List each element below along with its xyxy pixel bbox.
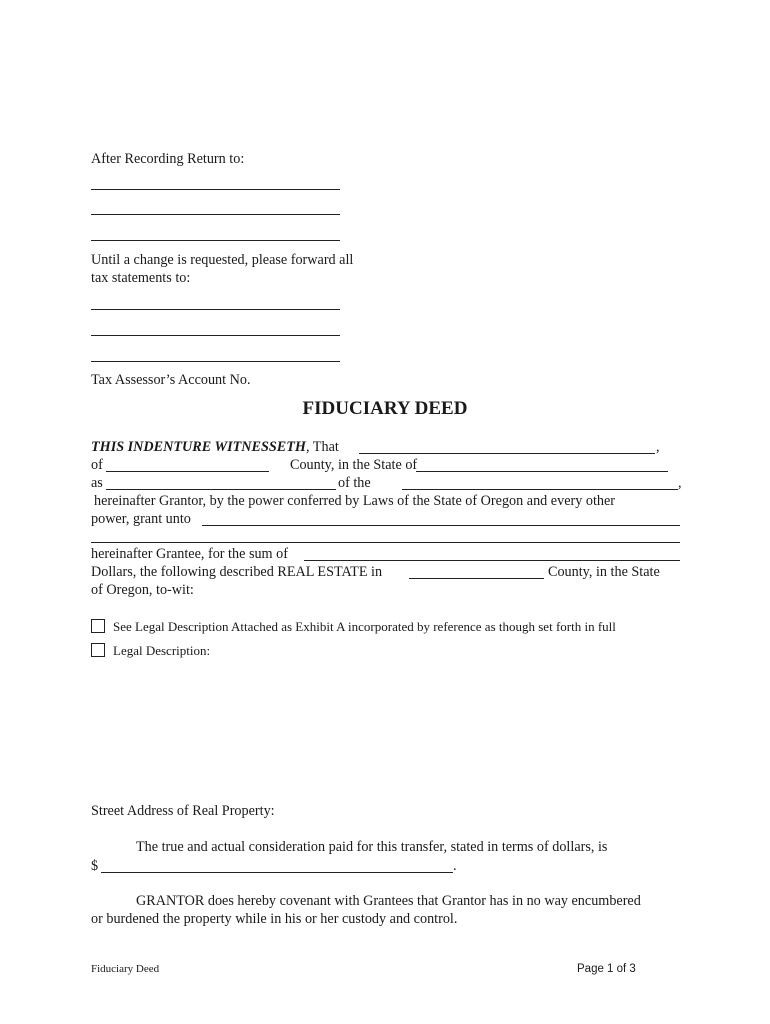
oregon-to-wit-text: of Oregon, to-wit: <box>91 582 194 598</box>
consideration-text: The true and actual consideration paid for this transfer, stated in terms of dollars, is <box>136 839 608 855</box>
sum-field[interactable] <box>304 560 680 561</box>
tax-statements-label-line2: tax statements to: <box>91 270 191 286</box>
county-in-state-text: County, in the State <box>548 564 660 580</box>
return-to-line-1[interactable] <box>91 189 340 190</box>
grantee-clause: hereinafter Grantee, for the sum of <box>91 546 288 562</box>
return-to-line-2[interactable] <box>91 214 340 215</box>
estate-field[interactable] <box>402 489 678 490</box>
comma-2: , <box>678 475 682 491</box>
footer-doc-name: Fiduciary Deed <box>91 963 160 975</box>
document-title: FIDUCIARY DEED <box>302 398 468 419</box>
legal-description-checkbox[interactable] <box>91 643 105 657</box>
comma-1: , <box>656 439 660 455</box>
grantor-clause: hereinafter Grantor, by the power conferred by Laws of the State of Oregon and every other <box>94 493 616 509</box>
return-to-label: After Recording Return to: <box>91 151 245 167</box>
county-field-2[interactable] <box>409 578 544 579</box>
consideration-period: . <box>453 858 457 874</box>
power-grant-text: power, grant unto <box>91 511 191 527</box>
county-field-1[interactable] <box>106 471 269 472</box>
tax-statements-label-line1: Until a change is requested, please forward all <box>91 252 354 268</box>
grantee-field-2[interactable] <box>91 542 680 543</box>
state-field[interactable] <box>416 471 668 472</box>
legal-description-label: Legal Description: <box>113 643 211 658</box>
footer-page-number: Page 1 of 3 <box>577 963 636 975</box>
street-address-label: Street Address of Real Property: <box>91 803 275 819</box>
covenant-line-1: GRANTOR does hereby covenant with Grantees that Grantor has in no way encumbered <box>136 893 641 909</box>
exhibit-checkbox[interactable] <box>91 619 105 633</box>
indenture-line <box>91 438 339 456</box>
that-text: , That <box>305 439 339 455</box>
indenture-heading: THIS INDENTURE WITNESSETH <box>91 439 306 455</box>
grantee-field-1[interactable] <box>202 525 680 526</box>
tax-address-line-1[interactable] <box>91 309 340 310</box>
tax-assessor-label: Tax Assessor’s Account No. <box>91 372 251 388</box>
dollars-clause: Dollars, the following described REAL ESTATE in <box>91 564 383 580</box>
dollar-sign: $ <box>91 858 99 874</box>
capacity-field[interactable] <box>106 489 336 490</box>
tax-address-line-2[interactable] <box>91 335 340 336</box>
of-text: of <box>91 457 103 473</box>
county-state-text: County, in the State of <box>290 457 418 473</box>
tax-address-line-3[interactable] <box>91 361 340 362</box>
covenant-line-2: or burdened the property while in his or her custody and control. <box>91 911 458 927</box>
exhibit-label: See Legal Description Attached as Exhibit A incorporated by reference as though set forth in full <box>113 619 616 634</box>
grantor-name-field[interactable] <box>359 453 655 454</box>
consideration-amount-field[interactable] <box>101 872 453 873</box>
of-the-text: of the <box>338 475 371 491</box>
return-to-line-3[interactable] <box>91 240 340 241</box>
as-text: as <box>91 475 103 491</box>
